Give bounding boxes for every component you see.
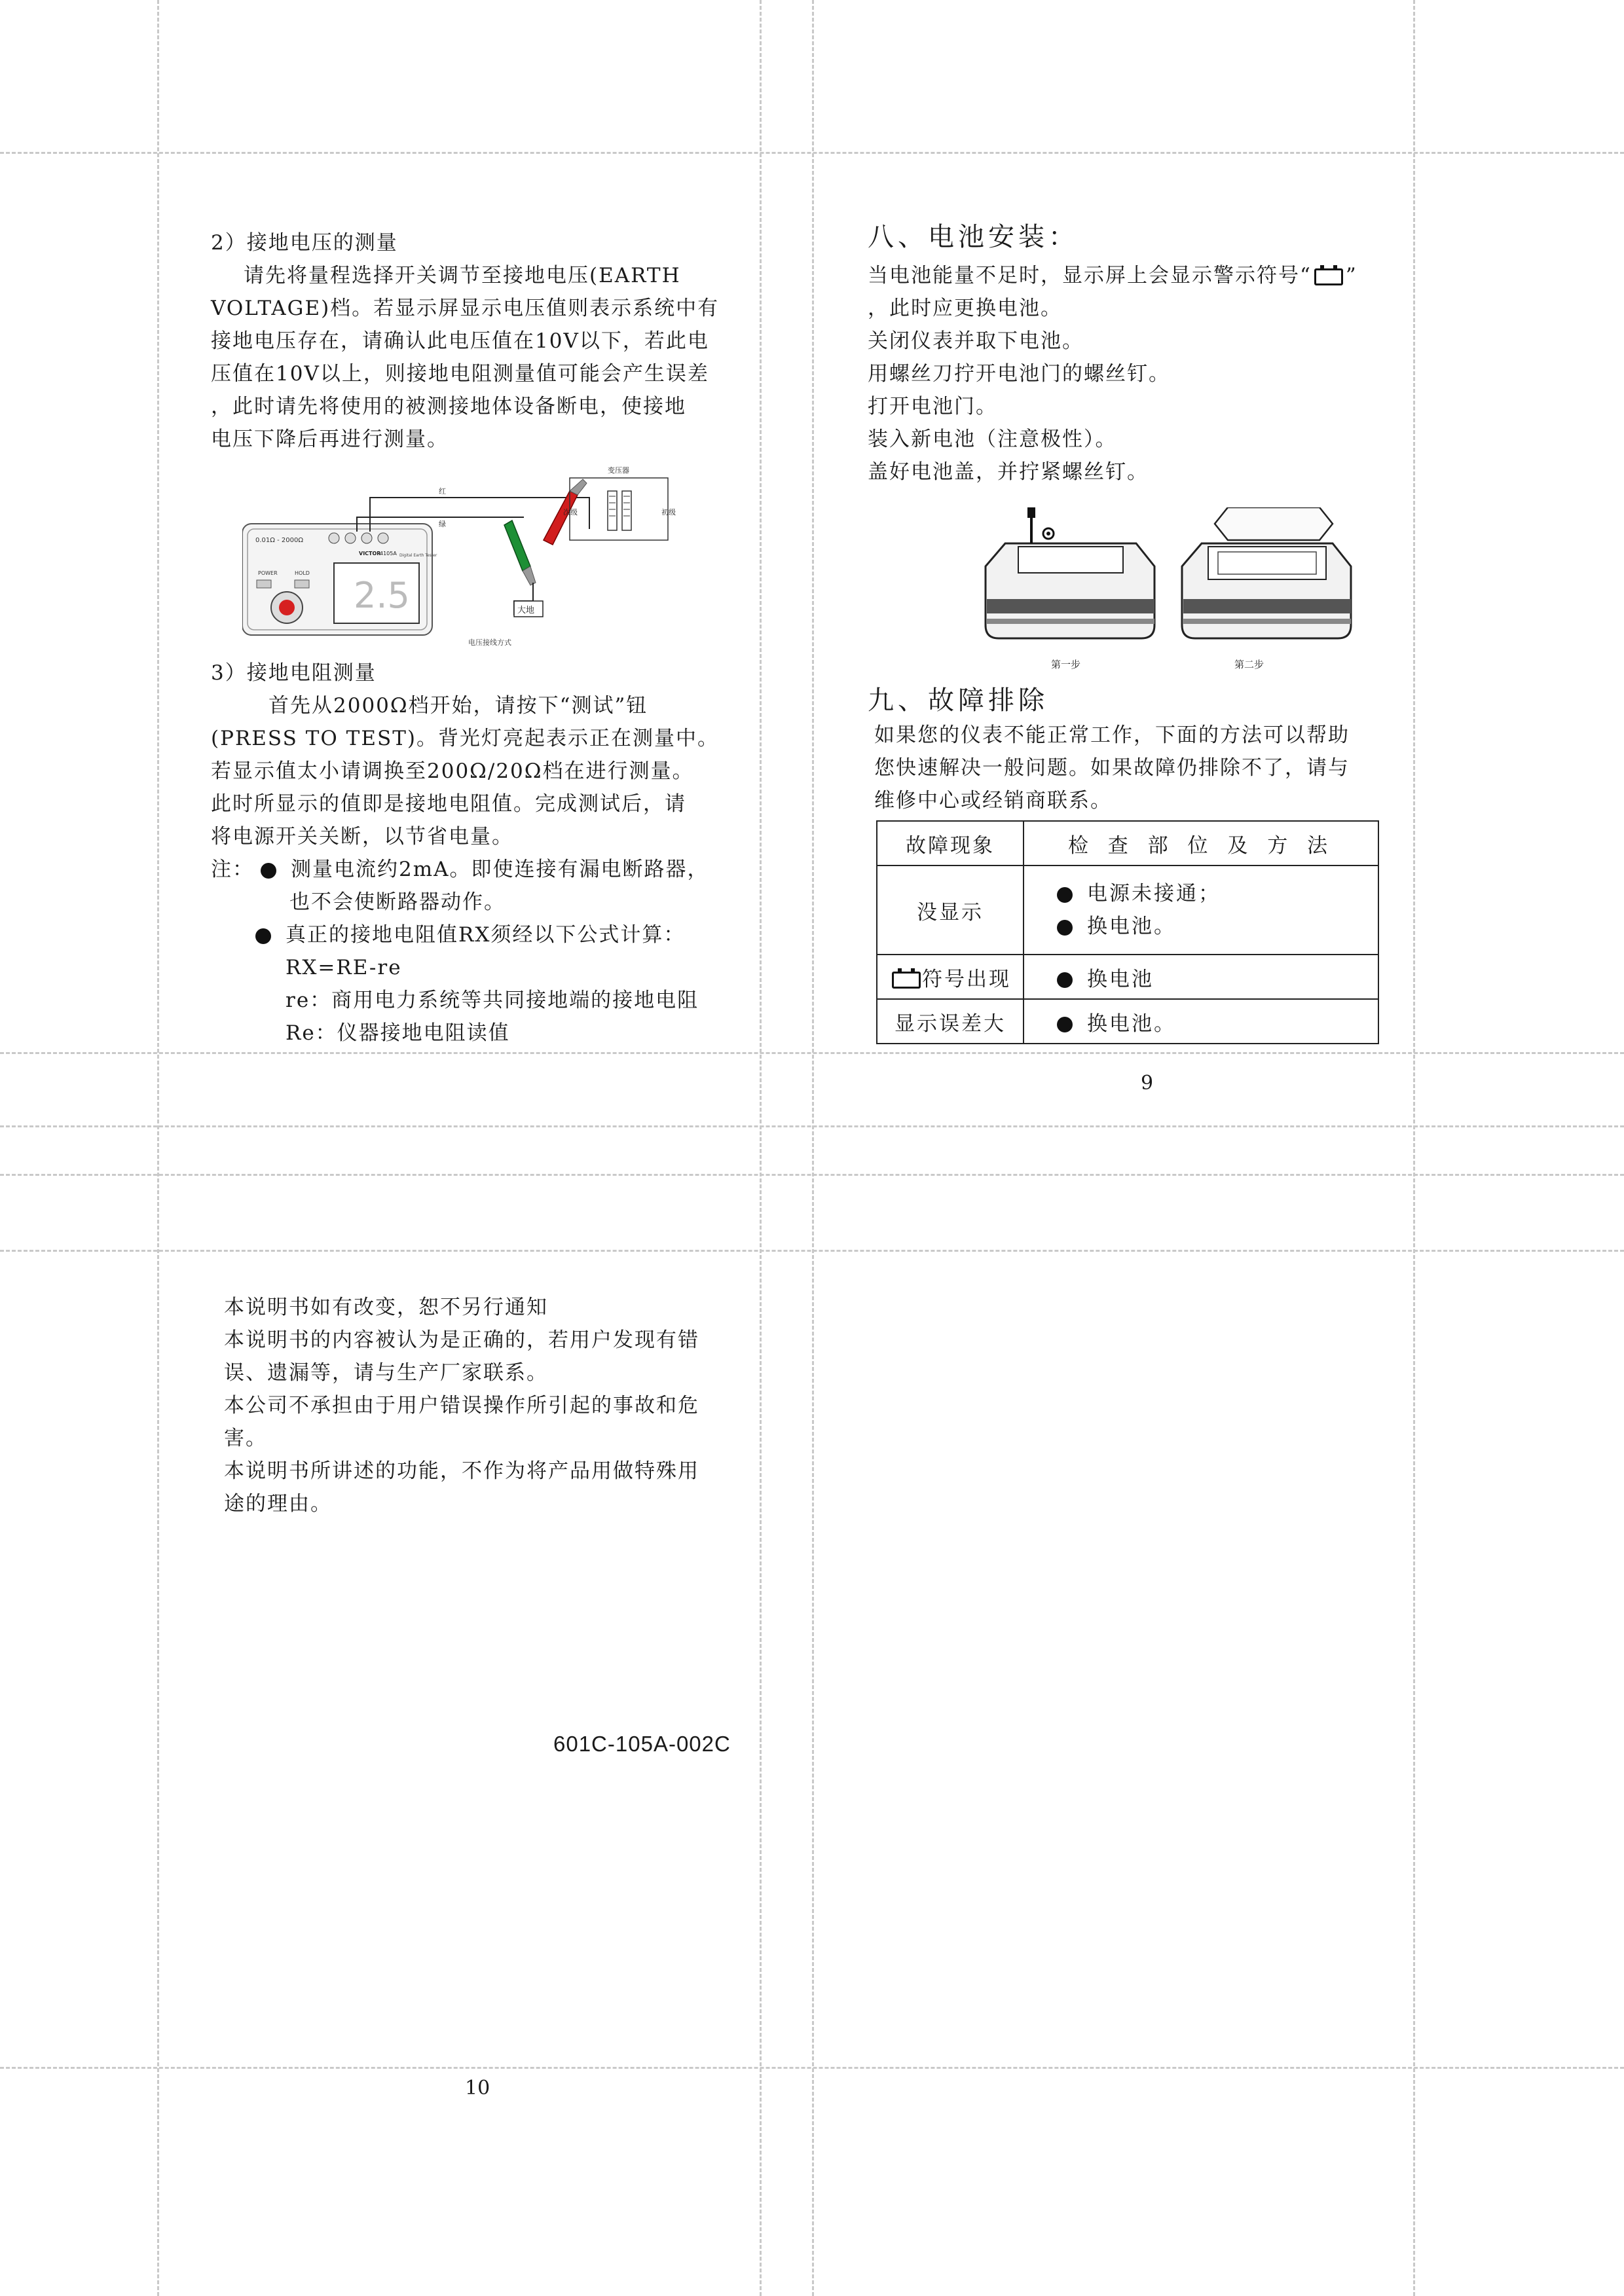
section2-line-1: 请先将量程选择开关调节至接地电压(EARTH <box>244 264 681 287</box>
bullet-icon <box>255 928 271 944</box>
label-red: 红 <box>439 487 446 496</box>
battery-line-3: 关闭仪表并取下电池。 <box>868 329 1084 353</box>
diagram-caption: 电压接线方式 <box>468 638 511 647</box>
label-earth: 大地 <box>517 606 535 615</box>
section3-line-5: 将电源开关关断，以节省电量。 <box>211 825 513 848</box>
label-transformer: 变压器 <box>608 466 629 475</box>
back-line-4: 本公司不承担由于用户错误操作所引起的事故和危 <box>224 1394 699 1417</box>
section2-line-2: VOLTAGE)档。若显示屏显示电压值则表示系统中有 <box>211 297 720 320</box>
page-number-9: 9 <box>1141 1072 1154 1095</box>
row3-check-text: 换电池。 <box>1087 1011 1176 1036</box>
section3-line-3: 若显示值太小请调换至200Ω/20Ω档在进行测量。 <box>211 759 694 783</box>
meter-power-label: POWER <box>258 570 278 576</box>
note1-line2: 也不会使断路器动作。 <box>289 890 506 914</box>
step1-label: 第一步 <box>1051 659 1081 670</box>
label-primary: 初级 <box>661 508 676 517</box>
device-step1-icon <box>986 507 1154 638</box>
page-number-10: 10 <box>465 2077 490 2100</box>
document-code: 601C-105A-002C <box>553 1732 731 1756</box>
trouble-line-1: 如果您的仪表不能正常工作，下面的方法可以帮助 <box>874 723 1350 747</box>
battery-line-6: 装入新电池（注意极性）。 <box>868 428 1117 451</box>
back-line-7: 途的理由。 <box>224 1492 332 1516</box>
bullet-icon <box>261 863 276 879</box>
note-line-2 <box>255 919 685 951</box>
meter-range-label: 0.01Ω - 2000Ω <box>255 537 303 544</box>
section3-line-4: 此时所显示的值即是接地电阻值。完成测试后，请 <box>211 792 686 816</box>
row1-check-a: 电源未接通； <box>1087 882 1221 905</box>
row3-check <box>1024 999 1378 1044</box>
battery-line-2: ，此时应更换电池。 <box>868 297 1062 320</box>
battery-icon <box>1314 268 1343 285</box>
bullet-icon <box>1057 887 1073 903</box>
meter-subtitle: Digital Earth Tester <box>399 553 437 558</box>
section2-line-3: 接地电压存在，请确认此电压值在10V以下，若此电 <box>211 329 709 353</box>
section3-line-1: 首先从2000Ω档开始，请按下“测试”钮 <box>268 694 648 718</box>
bullet-icon <box>1057 972 1073 988</box>
battery-install-illustration <box>979 507 1424 678</box>
device-step2-icon <box>1182 507 1351 638</box>
label-secondary: 次级 <box>563 508 578 517</box>
note1-line1: 测量电流约2mA。即使连接有漏电断路器， <box>291 858 709 881</box>
table-row <box>877 999 1378 1044</box>
row1-check <box>1024 866 1378 955</box>
row3-fault: 显示误差大 <box>877 999 1024 1044</box>
label-green: 绿 <box>439 520 446 528</box>
meter-model: 4105A <box>380 551 397 556</box>
row1-fault: 没显示 <box>877 866 1024 955</box>
note2-line1: 真正的接地电阻值RX须经以下公式计算： <box>286 923 686 947</box>
section3-line-2: (PRESS TO TEST)。背光灯亮起表示正在测量中。 <box>211 727 719 750</box>
section2-line-6: 电压下降后再进行测量。 <box>211 428 449 451</box>
header-fault: 故障现象 <box>877 821 1024 866</box>
battery-line-4: 用螺丝刀拧开电池门的螺丝钉。 <box>868 362 1170 386</box>
back-line-1: 本说明书如有改变，恕不另行通知 <box>224 1296 548 1319</box>
table-row <box>877 955 1378 999</box>
battery-line-1-quote: ” <box>1345 264 1357 287</box>
back-line-2: 本说明书的内容被认为是正确的，若用户发现有错 <box>224 1328 699 1352</box>
note-prefix: 注： <box>211 858 254 881</box>
battery-line-5: 打开电池门。 <box>868 395 997 418</box>
row2-fault-text: 符号出现 <box>922 967 1011 991</box>
section2-line-5: ，此时请先将使用的被测接地体设备断电，使接地 <box>211 395 686 418</box>
back-line-5: 害。 <box>224 1427 267 1450</box>
trouble-line-3: 维修中心或经销商联系。 <box>874 789 1112 812</box>
formula: RX=RE-re <box>286 956 402 979</box>
Re-definition: Re：仪器接地电阻读值 <box>286 1021 510 1045</box>
row2-check <box>1024 955 1378 999</box>
bullet-icon <box>1057 1017 1073 1032</box>
back-line-6: 本说明书所讲述的功能，不作为将产品用做特殊用 <box>224 1459 699 1483</box>
back-line-3: 误、遗漏等，请与生产厂家联系。 <box>224 1361 548 1385</box>
trouble-line-2: 您快速解决一般问题。如果故障仍排除不了，请与 <box>874 756 1350 780</box>
table-row <box>877 866 1378 955</box>
svg-text:2.5: 2.5 <box>354 575 410 616</box>
row1-check-b: 换电池。 <box>1087 915 1176 938</box>
meter-brand: VICTOR <box>359 551 381 556</box>
battery-line-1 <box>868 259 1357 292</box>
header-check: 检 查 部 位 及 方 法 <box>1024 821 1378 866</box>
section3-title: 3）接地电阻测量 <box>211 661 377 685</box>
meter-hold-label: HOLD <box>295 570 310 576</box>
section2-line-4: 压值在10V以上，则接地电阻测量值可能会产生误差 <box>211 362 709 386</box>
battery-line-1-text: 当电池能量不足时，显示屏上会显示警示符号“ <box>868 264 1312 287</box>
step2-label: 第二步 <box>1234 659 1264 670</box>
battery-icon <box>892 972 921 989</box>
section2-title: 2）接地电压的测量 <box>211 231 398 255</box>
voltage-wiring-diagram <box>242 458 714 655</box>
troubleshooting-table <box>876 820 1379 1044</box>
note-line-1 <box>211 853 709 886</box>
bullet-icon <box>1057 920 1073 936</box>
battery-line-7: 盖好电池盖，并拧紧螺丝钉。 <box>868 460 1149 484</box>
section9-title: 九、故障排除 <box>868 685 1048 716</box>
section8-title: 八、电池安装： <box>868 222 1079 252</box>
row2-fault <box>877 955 1024 999</box>
re-definition: re：商用电力系统等共同接地端的接地电阻 <box>286 989 699 1012</box>
table-header-row <box>877 821 1378 866</box>
row2-check-text: 换电池 <box>1087 967 1154 991</box>
